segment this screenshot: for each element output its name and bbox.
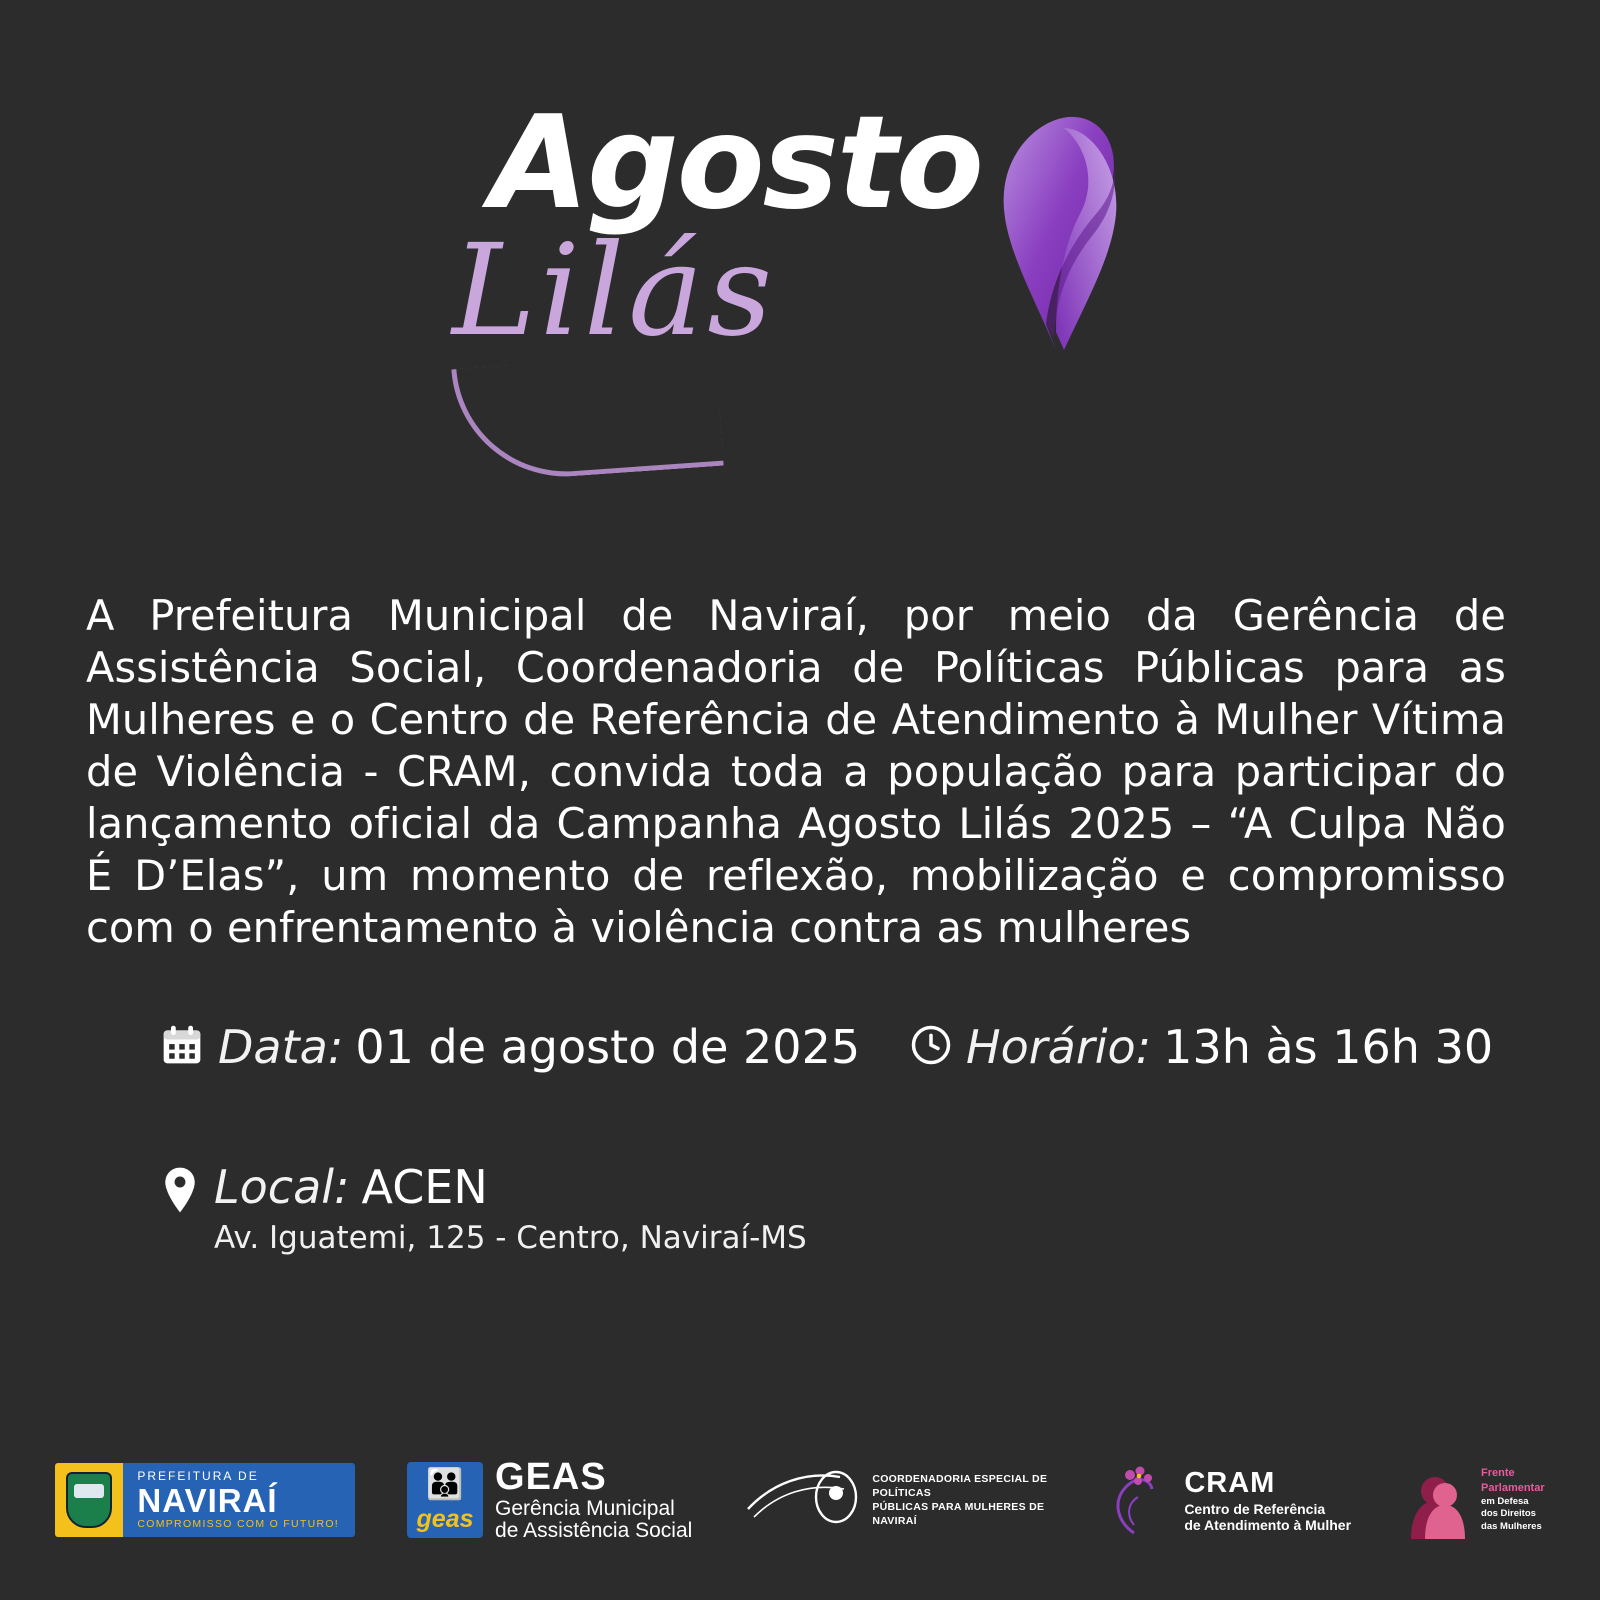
family-icon: 👪 geas — [407, 1462, 483, 1538]
time-label: Horário: — [966, 1020, 1152, 1074]
women-silhouettes-icon — [1403, 1461, 1475, 1539]
date-label: Data: — [218, 1020, 344, 1074]
logo-swash-flourish — [451, 351, 723, 484]
location-address: Av. Iguatemi, 125 - Centro, Naviraí-MS — [214, 1220, 807, 1256]
event-date — [160, 1020, 860, 1074]
floral-ornament-icon — [1104, 1463, 1174, 1537]
geas-logo — [407, 1458, 692, 1542]
logo-word-lilas: Lilás — [452, 217, 777, 364]
prefeitura-line-big: NAVIRAÍ — [137, 1482, 278, 1520]
campaign-logo — [0, 78, 1600, 438]
clock-icon — [910, 1024, 952, 1070]
frente-line-4: dos Direitos — [1481, 1508, 1536, 1520]
frente-line-5: das Mulheres — [1481, 1521, 1542, 1533]
event-time — [910, 1020, 1493, 1074]
time-value: 13h às 16h 30 — [1163, 1020, 1494, 1074]
coordenadoria-line-1: COORDENADORIA ESPECIAL DE POLÍTICAS — [872, 1472, 1048, 1499]
cram-subtitle-1: Centro de Referência — [1184, 1500, 1326, 1517]
location-label: Local: — [214, 1160, 350, 1214]
event-location — [160, 1160, 807, 1256]
date-value: 01 de agosto de 2025 — [355, 1020, 861, 1074]
prefeitura-line-tiny: COMPROMISSO COM O FUTURO! — [137, 1518, 340, 1531]
prefeitura-line-small: PREFEITURA DE — [137, 1469, 259, 1484]
geas-subtitle-2: de Assistência Social — [495, 1518, 693, 1542]
frente-line-3: em Defesa — [1481, 1495, 1529, 1507]
cram-title: CRAM — [1184, 1467, 1276, 1500]
woman-profile-icon — [744, 1463, 864, 1537]
frente-parlamentar-logo — [1403, 1461, 1545, 1539]
logo-word-agosto: Agosto — [490, 89, 982, 238]
coordenadoria-politicas-mulheres-logo — [744, 1463, 1052, 1537]
coat-of-arms-icon — [55, 1463, 123, 1537]
coordenadoria-line-2: PÚBLICAS PARA MULHERES DE NAVIRAÍ — [872, 1501, 1045, 1528]
geas-mark-word: geas — [416, 1505, 474, 1533]
frente-line-1: Frente — [1481, 1466, 1515, 1479]
geas-title: GEAS — [495, 1456, 607, 1499]
invitation-paragraph: A Prefeitura Municipal de Naviraí, por meio da Gerência de Assistência Social, Coordenadoria de Políticas Públicas para as Mulheres e o Centro de Referência de Atendimento à Mulher Vítima de Violência - CRAM, convida toda a população para participar do lançamento oficial da Campanha Agosto Lilás 2025 – “A Culpa Não É D’Elas”, um momento de reflexão, mobilização e compromisso com o enfrentamento à violência contra as mulheres — [86, 590, 1506, 952]
footer-logo-bar — [0, 1458, 1600, 1542]
prefeitura-navirai-logo — [55, 1463, 355, 1537]
geas-subtitle-1: Gerência Municipal — [495, 1496, 675, 1520]
location-value: ACEN — [361, 1160, 488, 1214]
cram-logo — [1104, 1463, 1351, 1537]
calendar-icon — [160, 1023, 204, 1071]
frente-line-2: Parlamentar — [1481, 1481, 1545, 1494]
cram-subtitle-2: de Atendimento à Mulher — [1184, 1516, 1352, 1533]
map-pin-icon — [160, 1166, 200, 1218]
awareness-ribbon-icon — [960, 88, 1140, 368]
